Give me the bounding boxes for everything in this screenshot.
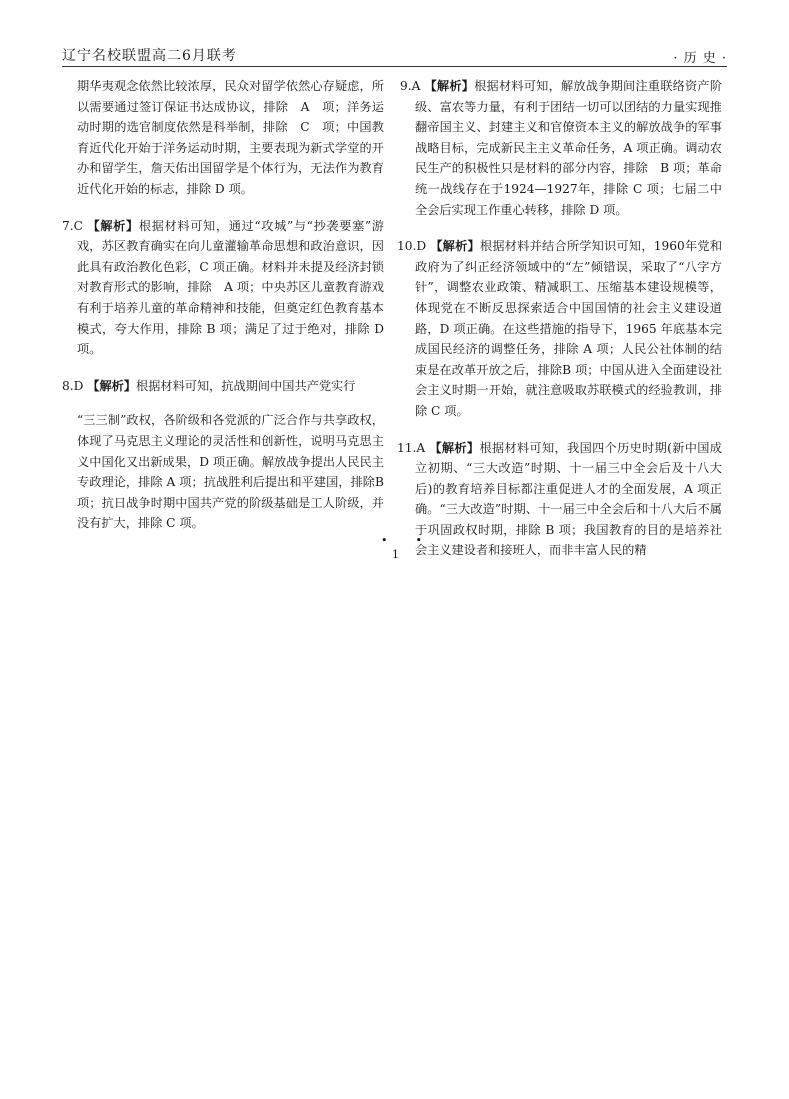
paragraph-text: 根据材料可知，我国四个历史时期(新中国成立初期、“三大改造”时期、十一届三中全会后及十八大后)的教育培养目标都注重促进人才的全面发展，A 项正确。“三大改造”时期、十一届三中全会后和十八大后不属于巩固政权时期，排除 B 项；我国教育的目的是培养社会主义建设者和接班人，而非丰富人民的精	[415, 440, 722, 558]
analysis-tag: 【解析】	[429, 440, 480, 455]
paragraph-q10	[397, 236, 723, 421]
analysis-tag: 【解析】	[430, 239, 480, 254]
paragraph-text: 根据材料可知，抗战期间中国共产党实行	[136, 378, 356, 393]
exam-title: 辽宁名校联盟高二6月联考	[62, 48, 237, 64]
analysis-tag: 【解析】	[424, 79, 475, 93]
question-number: 10.D	[397, 239, 431, 254]
right-column	[397, 76, 723, 577]
footer-dots: ••	[381, 534, 450, 547]
header-divider	[62, 66, 727, 67]
paragraph-q7	[62, 216, 384, 360]
question-number: 7.C	[62, 218, 88, 233]
question-number: 11.A	[397, 440, 430, 455]
paragraph-q6-continued: 期华夷观念依然比较浓厚，民众对留学依然心存疑虑，所以需要通过签订保证书达成协议，排除 A 项；洋务运动时期的选官制度依然是科举制，排除 C 项；中国教育近代化开始于洋务运动时期，主要表现为新式学堂的开办和留学生，詹天佑出国留学是个体行为，无法作为教育近代化开始的标志，排除 D 项。	[77, 79, 384, 196]
left-column	[62, 76, 384, 550]
paragraph-text: 根据材料并结合所学知识可知，1960年党和政府为了纠正经济领域中的“左”倾错误，采取了“八字方针”，调整农业政策、精减职工、压缩基本建设规模等，体现党在不断反思探索适合中国国情的社会主义建设道路，D 项正确。在这些措施的指导下，1965 年底基本完成国民经济的调整任务，排除 A 项；人民公社体制的结束是在改革开放之后，排除B 项；中国从进入全面建设社会主义时期一开始，就注意吸取苏联模式的经验教训，排除 C 项。	[415, 239, 723, 418]
analysis-tag: 【解析】	[87, 218, 139, 233]
question-number: 9.A	[400, 79, 425, 93]
paragraph-q9	[400, 76, 722, 220]
paragraph-text: 根据材料可知，解放战争期间注重联络资产阶级、富农等力量，有利于团结一切可以团结的力量实现推翻帝国主义、封建主义和官僚资本主义的解放战争的军事战略目标，完成新民主主义革命任务，A 项正确。调动农民生产的积极性只是材料的部分内容，排除 B 项；革命统一战线存在于1924—1927年，排除 C 项；七届二中全会后实现工作重心转移，排除 D 项。	[415, 79, 723, 217]
question-number: 8.D	[62, 378, 88, 393]
paragraph-text: 根据材料可知，通过“攻城”与“抄袭要塞”游戏，苏区教育确实在向儿童灌输革命思想和政治意识，因此具有政治教化色彩，C 项正确。材料并未提及经济封锁对教育形式的影响，排除 A 项；中央苏区儿童教育游戏有利于培养儿童的革命精神和技能，但奠定红色教育基本模式，夸大作用，排除 B 项；满足了过于绝对，排除 D项。	[77, 218, 384, 357]
subject-label: · 历 史 ·	[673, 51, 727, 66]
page-number: 1	[392, 548, 399, 561]
analysis-tag: 【解析】	[87, 378, 137, 393]
paragraph-q8	[62, 376, 384, 397]
paragraph-q8-continued: “三三制”政权，各阶级和各党派的广泛合作与共享政权，体现了马克思主义理论的灵活性和创新性，说明马克思主义中国化又出新成果，D 项正确。解放战争提出人民民主专政理论，排除 A 项；抗战胜利后提出和平建国，排除B 项；抗日战争时期中国共产党的阶级基础是工人阶级，并没有扩大，排除 C 项。	[77, 413, 384, 531]
